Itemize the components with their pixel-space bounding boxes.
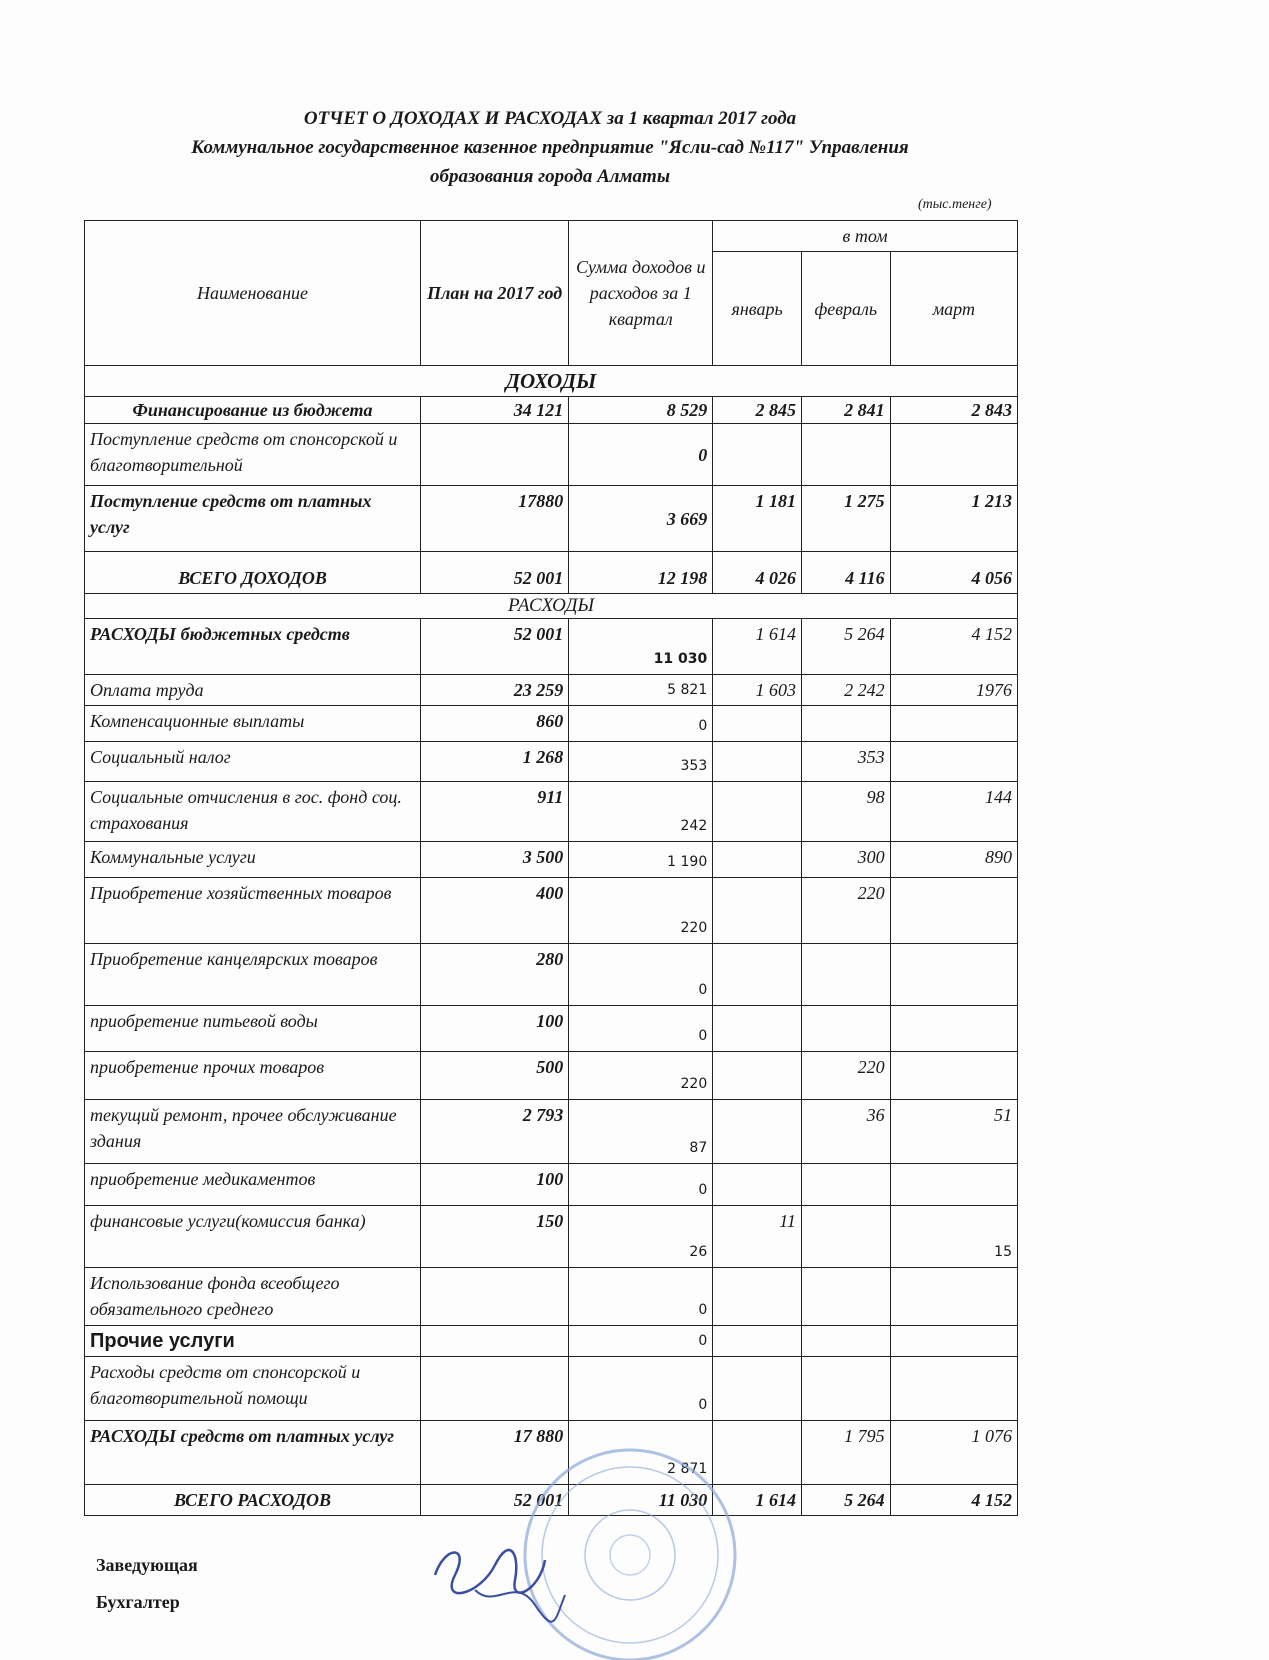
table-cell-plan	[421, 1268, 569, 1326]
table-cell-plan: 100	[421, 1006, 569, 1052]
signature-scribble	[425, 1535, 585, 1625]
col-header-jan: январь	[713, 252, 802, 366]
table-cell-mar	[890, 706, 1017, 742]
section-expense: РАСХОДЫ	[85, 594, 1018, 619]
table-cell-plan: 2 793	[421, 1100, 569, 1164]
table-cell-feb: 300	[801, 842, 890, 878]
table-row-name: Финансирование из бюджета	[85, 397, 421, 424]
table-cell-feb: 4 116	[801, 552, 890, 594]
table-cell-mar: 51	[890, 1100, 1017, 1164]
table-cell-sum: 1 190	[569, 842, 713, 878]
table-cell-sum: 0	[569, 944, 713, 1006]
table-cell-mar: 4 152	[890, 1485, 1017, 1516]
table-cell-plan: 400	[421, 878, 569, 944]
table-cell-feb	[801, 1357, 890, 1421]
report-title: ОТЧЕТ О ДОХОДАХ И РАСХОДАХ за 1 квартал 2017 года	[303, 108, 797, 129]
table-cell-sum: 0	[569, 706, 713, 742]
table-cell-jan: 11	[713, 1206, 802, 1268]
table-row-name: текущий ремонт, прочее обслуживание здания	[85, 1100, 421, 1164]
table-cell-sum: 26	[569, 1206, 713, 1268]
table-cell-jan: 4 026	[713, 552, 802, 594]
table-cell-plan: 17880	[421, 486, 569, 552]
table-cell-plan: 1 268	[421, 742, 569, 782]
table-cell-sum: 11 030	[569, 619, 713, 675]
table-cell-mar	[890, 1268, 1017, 1326]
table-row-name: приобретение питьевой воды	[85, 1006, 421, 1052]
table-row-name: приобретение медикаментов	[85, 1164, 421, 1206]
signature-accountant-label: Бухгалтер	[96, 1592, 180, 1612]
table-cell-jan: 1 603	[713, 675, 802, 706]
table-cell-jan	[713, 1006, 802, 1052]
col-header-feb: февраль	[801, 252, 890, 366]
table-cell-mar	[890, 1326, 1017, 1357]
table-cell-plan: 52 001	[421, 552, 569, 594]
table-cell-mar	[890, 742, 1017, 782]
table-cell-feb	[801, 1006, 890, 1052]
table-cell-plan: 280	[421, 944, 569, 1006]
table-cell-jan: 1 181	[713, 486, 802, 552]
table-cell-plan	[421, 1326, 569, 1357]
table-cell-mar: 890	[890, 842, 1017, 878]
table-cell-feb: 5 264	[801, 1485, 890, 1516]
col-header-mar: март	[890, 252, 1017, 366]
table-cell-feb: 2 841	[801, 397, 890, 424]
table-cell-feb	[801, 1164, 890, 1206]
table-cell-sum: 220	[569, 878, 713, 944]
table-cell-mar	[890, 1052, 1017, 1100]
total-income-label: ВСЕГО ДОХОДОВ	[85, 552, 421, 594]
table-cell-sum: 2 871	[569, 1421, 713, 1485]
table-row-name: Компенсационные выплаты	[85, 706, 421, 742]
table-row-name: Оплата труда	[85, 675, 421, 706]
table-row-name: приобретение прочих товаров	[85, 1052, 421, 1100]
table-row-name: Социальный налог	[85, 742, 421, 782]
table-cell-mar: 144	[890, 782, 1017, 842]
table-cell-plan: 34 121	[421, 397, 569, 424]
table-cell-feb: 5 264	[801, 619, 890, 675]
table-cell-feb: 1 275	[801, 486, 890, 552]
table-cell-plan: 860	[421, 706, 569, 742]
table-cell-feb	[801, 944, 890, 1006]
organization-line-2: образования города Алматы	[430, 166, 670, 187]
table-cell-feb: 353	[801, 742, 890, 782]
table-cell-mar	[890, 1006, 1017, 1052]
table-row-name: Использование фонда всеобщего обязательного среднего	[85, 1268, 421, 1326]
table-cell-mar	[890, 1357, 1017, 1421]
table-cell-sum: 0	[569, 1006, 713, 1052]
table-row-name: РАСХОДЫ бюджетных средств	[85, 619, 421, 675]
report-table	[84, 220, 1018, 1516]
table-cell-sum: 8 529	[569, 397, 713, 424]
table-cell-plan: 150	[421, 1206, 569, 1268]
table-cell-jan	[713, 424, 802, 486]
col-header-plan: План на 2017 год	[421, 221, 569, 366]
table-cell-jan	[713, 1326, 802, 1357]
table-cell-plan	[421, 424, 569, 486]
table-cell-plan: 100	[421, 1164, 569, 1206]
col-header-name: Наименование	[85, 221, 421, 366]
table-cell-sum: 0	[569, 1326, 713, 1357]
table-cell-plan: 17 880	[421, 1421, 569, 1485]
table-cell-mar	[890, 944, 1017, 1006]
table-cell-mar	[890, 878, 1017, 944]
table-cell-plan: 3 500	[421, 842, 569, 878]
table-cell-plan: 52 001	[421, 619, 569, 675]
table-cell-jan: 2 845	[713, 397, 802, 424]
table-cell-sum: 3 669	[569, 486, 713, 552]
table-cell-mar: 2 843	[890, 397, 1017, 424]
table-cell-feb	[801, 424, 890, 486]
table-cell-feb	[801, 1268, 890, 1326]
table-cell-mar: 4 152	[890, 619, 1017, 675]
table-cell-jan	[713, 878, 802, 944]
table-cell-mar	[890, 424, 1017, 486]
table-cell-plan: 23 259	[421, 675, 569, 706]
table-cell-plan: 500	[421, 1052, 569, 1100]
table-cell-jan	[713, 1357, 802, 1421]
table-cell-sum: 220	[569, 1052, 713, 1100]
signature-head-label: Заведующая	[96, 1555, 198, 1575]
table-cell-jan	[713, 1052, 802, 1100]
table-cell-feb: 220	[801, 878, 890, 944]
table-cell-jan	[713, 1100, 802, 1164]
table-cell-plan: 911	[421, 782, 569, 842]
table-cell-feb	[801, 706, 890, 742]
table-cell-sum: 87	[569, 1100, 713, 1164]
section-income: ДОХОДЫ	[85, 366, 1018, 397]
table-cell-plan: 52 001	[421, 1485, 569, 1516]
table-row-name: Поступление средств от спонсорской и благотворительной	[85, 424, 421, 486]
table-cell-mar: 1 076	[890, 1421, 1017, 1485]
table-cell-mar: 1 213	[890, 486, 1017, 552]
table-cell-mar: 15	[890, 1206, 1017, 1268]
table-cell-feb: 36	[801, 1100, 890, 1164]
table-cell-feb: 2 242	[801, 675, 890, 706]
table-cell-feb	[801, 1206, 890, 1268]
table-cell-mar: 1976	[890, 675, 1017, 706]
col-header-sum: Сумма доходов и расходов за 1 квартал	[569, 221, 713, 366]
table-cell-jan: 1 614	[713, 619, 802, 675]
table-row-name: Коммунальные услуги	[85, 842, 421, 878]
table-row-name: Прочие услуги	[85, 1326, 421, 1357]
table-cell-feb: 98	[801, 782, 890, 842]
table-cell-mar	[890, 1164, 1017, 1206]
table-cell-jan	[713, 706, 802, 742]
table-cell-feb: 220	[801, 1052, 890, 1100]
table-cell-feb	[801, 1326, 890, 1357]
table-row-name: Поступление средств от платных услуг	[85, 486, 421, 552]
organization-line: Коммунальное государственное казенное предприятие "Ясли-сад №117" Управления	[191, 137, 909, 158]
total-expense-label: ВСЕГО РАСХОДОВ	[85, 1485, 421, 1516]
table-cell-feb: 1 795	[801, 1421, 890, 1485]
table-row-name: Расходы средств от спонсорской и благотворительной помощи	[85, 1357, 421, 1421]
table-row-name: РАСХОДЫ средств от платных услуг	[85, 1421, 421, 1485]
table-row-name: финансовые услуги(комиссия банка)	[85, 1206, 421, 1268]
table-cell-sum: 0	[569, 424, 713, 486]
table-cell-sum: 242	[569, 782, 713, 842]
table-cell-sum: 0	[569, 1268, 713, 1326]
table-cell-sum: 11 030	[569, 1485, 713, 1516]
table-cell-jan	[713, 1164, 802, 1206]
table-row-name: Приобретение хозяйственных товаров	[85, 878, 421, 944]
table-cell-sum: 0	[569, 1357, 713, 1421]
table-cell-sum: 353	[569, 742, 713, 782]
unit-label: (тыс.тенге)	[918, 197, 992, 212]
table-row-name: Социальные отчисления в гос. фонд соц. страхования	[85, 782, 421, 842]
col-header-group: в том	[713, 221, 1018, 252]
table-cell-jan	[713, 782, 802, 842]
table-cell-jan	[713, 944, 802, 1006]
table-cell-plan	[421, 1357, 569, 1421]
table-cell-jan	[713, 742, 802, 782]
table-cell-jan	[713, 842, 802, 878]
table-cell-sum: 5 821	[569, 675, 713, 706]
table-row-name: Приобретение канцелярских товаров	[85, 944, 421, 1006]
table-cell-jan	[713, 1268, 802, 1326]
table-cell-mar: 4 056	[890, 552, 1017, 594]
table-cell-jan: 1 614	[713, 1485, 802, 1516]
table-cell-sum: 12 198	[569, 552, 713, 594]
table-cell-sum: 0	[569, 1164, 713, 1206]
